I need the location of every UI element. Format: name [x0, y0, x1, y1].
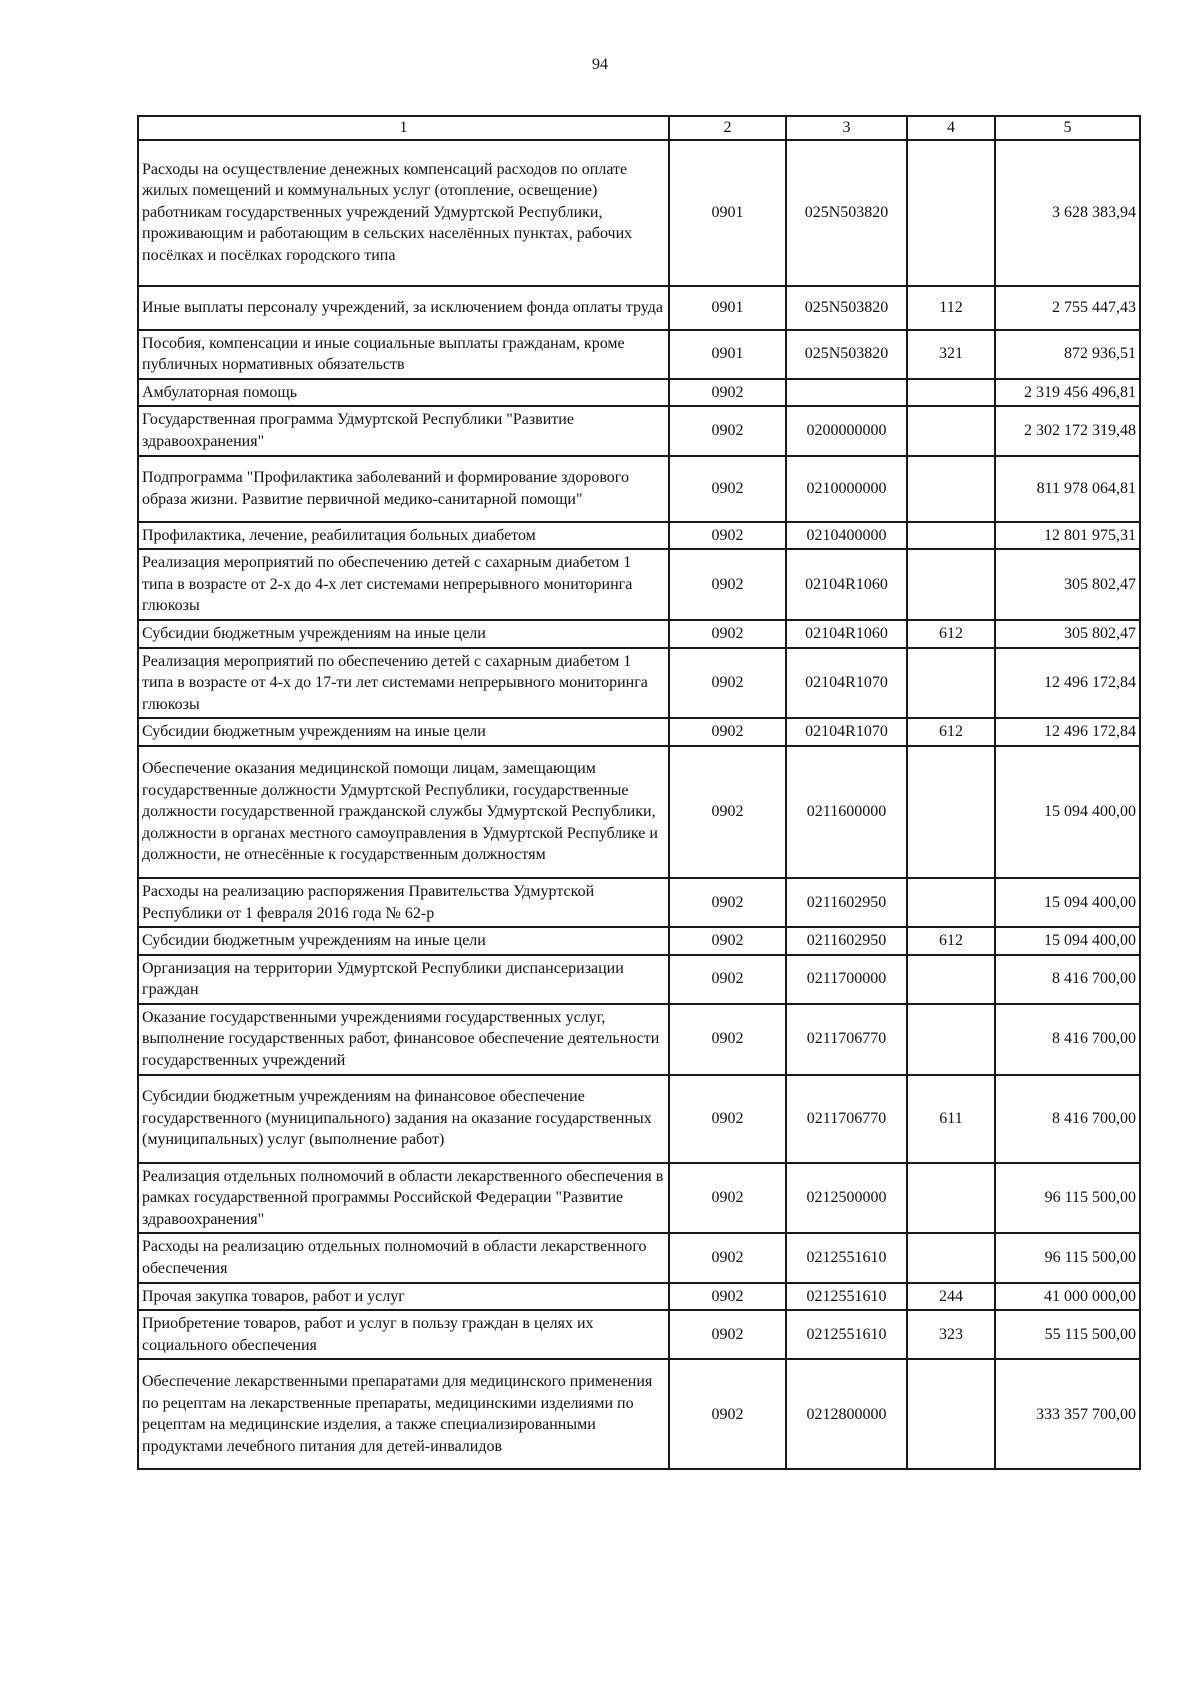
- row-target-article: 025N503820: [786, 330, 907, 379]
- row-name: Субсидии бюджетным учреждениям на иные цели: [138, 620, 669, 648]
- row-target-article: [786, 379, 907, 407]
- row-name: Обеспечение лекарственными препаратами для медицинского применения по рецептам на лекарственные препараты, медицинскими изделиями по рецептам на медицинские изделия, а также специализированными продуктами лечебного питания для детей-инвалидов: [138, 1359, 669, 1469]
- table-row: [138, 1233, 1140, 1282]
- row-expense-type: 321: [907, 330, 995, 379]
- table-row: [138, 456, 1140, 522]
- row-section-code: 0902: [669, 1310, 786, 1359]
- row-amount: 2 302 172 319,48: [995, 406, 1140, 455]
- row-expense-type: [907, 140, 995, 286]
- row-expense-type: [907, 1004, 995, 1075]
- table-row: [138, 1163, 1140, 1234]
- row-name: Подпрограмма "Профилактика заболеваний и формирование здорового образа жизни. Развитие первичной медико-санитарной помощи": [138, 456, 669, 522]
- row-amount: 15 094 400,00: [995, 878, 1140, 927]
- header-row: [138, 116, 1140, 140]
- row-amount: 333 357 700,00: [995, 1359, 1140, 1469]
- row-amount: 96 115 500,00: [995, 1233, 1140, 1282]
- row-name: Обеспечение оказания медицинской помощи лицам, замещающим государственные должности Удмуртской Республики, государственные должности государственной гражданской службы Удмуртской Республики, должности в органах местного самоуправления в Удмуртской Республике и должности, не отнесённые к государственным должностям: [138, 746, 669, 878]
- table-body: [138, 140, 1140, 1470]
- row-expense-type: [907, 379, 995, 407]
- col-header-4: 4: [907, 116, 995, 140]
- row-expense-type: 323: [907, 1310, 995, 1359]
- row-section-code: 0902: [669, 1359, 786, 1469]
- page-number: 94: [592, 56, 608, 73]
- row-target-article: 0212551610: [786, 1310, 907, 1359]
- table-row: [138, 927, 1140, 955]
- row-target-article: 025N503820: [786, 286, 907, 330]
- row-name: Расходы на реализацию распоряжения Правительства Удмуртской Республики от 1 февраля 2016 года № 62-р: [138, 878, 669, 927]
- col-header-1: 1: [138, 116, 669, 140]
- row-name: Расходы на осуществление денежных компенсаций расходов по оплате жилых помещений и коммунальных услуг (отопление, освещение) работникам государственных учреждений Удмуртской Республики, проживающим и работающим в сельских населённых пунктах, рабочих посёлках и посёлках городского типа: [138, 140, 669, 286]
- row-target-article: 0212551610: [786, 1233, 907, 1282]
- table-row: [138, 1004, 1140, 1075]
- row-target-article: 0212500000: [786, 1163, 907, 1234]
- row-section-code: 0902: [669, 1233, 786, 1282]
- row-name: Иные выплаты персоналу учреждений, за исключением фонда оплаты труда: [138, 286, 669, 330]
- row-amount: 8 416 700,00: [995, 1004, 1140, 1075]
- row-amount: 12 496 172,84: [995, 718, 1140, 746]
- row-expense-type: [907, 746, 995, 878]
- row-amount: 15 094 400,00: [995, 746, 1140, 878]
- col-header-2: 2: [669, 116, 786, 140]
- row-section-code: 0902: [669, 549, 786, 620]
- row-name: Субсидии бюджетным учреждениям на иные цели: [138, 927, 669, 955]
- row-section-code: 0902: [669, 878, 786, 927]
- row-amount: 8 416 700,00: [995, 1075, 1140, 1163]
- row-name: Субсидии бюджетным учреждениям на финансовое обеспечение государственного (муниципального) задания на оказание государственных (муниципальных) услуг (выполнение работ): [138, 1075, 669, 1163]
- row-amount: 55 115 500,00: [995, 1310, 1140, 1359]
- row-name: Расходы на реализацию отдельных полномочий в области лекарственного обеспечения: [138, 1233, 669, 1282]
- table-row: [138, 379, 1140, 407]
- table-row: [138, 140, 1140, 286]
- row-section-code: 0901: [669, 330, 786, 379]
- row-name: Оказание государственными учреждениями государственных услуг, выполнение государственных работ, финансовое обеспечение деятельности государственных учреждений: [138, 1004, 669, 1075]
- table-row: [138, 549, 1140, 620]
- row-section-code: 0902: [669, 648, 786, 719]
- row-expense-type: 244: [907, 1283, 995, 1311]
- col-header-3: 3: [786, 116, 907, 140]
- row-expense-type: [907, 549, 995, 620]
- row-target-article: 02104R1070: [786, 648, 907, 719]
- row-section-code: 0901: [669, 140, 786, 286]
- row-expense-type: 612: [907, 620, 995, 648]
- row-section-code: 0902: [669, 406, 786, 455]
- row-name: Прочая закупка товаров, работ и услуг: [138, 1283, 669, 1311]
- row-amount: 12 496 172,84: [995, 648, 1140, 719]
- table-row: [138, 648, 1140, 719]
- row-section-code: 0902: [669, 1283, 786, 1311]
- row-amount: 12 801 975,31: [995, 522, 1140, 550]
- row-amount: 305 802,47: [995, 620, 1140, 648]
- budget-table: [137, 115, 1141, 1470]
- row-section-code: 0901: [669, 286, 786, 330]
- row-target-article: 0200000000: [786, 406, 907, 455]
- row-name: Реализация мероприятий по обеспечению детей с сахарным диабетом 1 типа в возрасте от 2-х до 4-х лет системами непрерывного мониторинга глюкозы: [138, 549, 669, 620]
- table-row: [138, 286, 1140, 330]
- row-expense-type: [907, 1359, 995, 1469]
- row-amount: 15 094 400,00: [995, 927, 1140, 955]
- row-target-article: 0212800000: [786, 1359, 907, 1469]
- table-row: [138, 955, 1140, 1004]
- row-expense-type: 612: [907, 718, 995, 746]
- row-expense-type: [907, 955, 995, 1004]
- col-header-5: 5: [995, 116, 1140, 140]
- row-amount: 305 802,47: [995, 549, 1140, 620]
- row-section-code: 0902: [669, 718, 786, 746]
- row-name: Государственная программа Удмуртской Республики "Развитие здравоохранения": [138, 406, 669, 455]
- table-row: [138, 1359, 1140, 1469]
- row-target-article: 02104R1060: [786, 549, 907, 620]
- row-expense-type: [907, 456, 995, 522]
- table-row: [138, 522, 1140, 550]
- row-name: Профилактика, лечение, реабилитация больных диабетом: [138, 522, 669, 550]
- row-section-code: 0902: [669, 1004, 786, 1075]
- row-section-code: 0902: [669, 456, 786, 522]
- row-section-code: 0902: [669, 1075, 786, 1163]
- row-expense-type: [907, 522, 995, 550]
- table-row: [138, 878, 1140, 927]
- row-expense-type: 611: [907, 1075, 995, 1163]
- table-row: [138, 746, 1140, 878]
- row-expense-type: 612: [907, 927, 995, 955]
- table-row: [138, 1310, 1140, 1359]
- row-name: Пособия, компенсации и иные социальные выплаты гражданам, кроме публичных нормативных обязательств: [138, 330, 669, 379]
- row-target-article: 0211600000: [786, 746, 907, 878]
- row-expense-type: 112: [907, 286, 995, 330]
- table-row: [138, 620, 1140, 648]
- row-expense-type: [907, 1163, 995, 1234]
- row-amount: 2 319 456 496,81: [995, 379, 1140, 407]
- row-name: Амбулаторная помощь: [138, 379, 669, 407]
- row-target-article: 0212551610: [786, 1283, 907, 1311]
- row-target-article: 025N503820: [786, 140, 907, 286]
- row-amount: 3 628 383,94: [995, 140, 1140, 286]
- table-row: [138, 718, 1140, 746]
- row-expense-type: [907, 878, 995, 927]
- row-name: Субсидии бюджетным учреждениям на иные цели: [138, 718, 669, 746]
- table-row: [138, 406, 1140, 455]
- row-section-code: 0902: [669, 746, 786, 878]
- row-target-article: 0211706770: [786, 1004, 907, 1075]
- row-target-article: 0211706770: [786, 1075, 907, 1163]
- row-expense-type: [907, 648, 995, 719]
- row-name: Приобретение товаров, работ и услуг в пользу граждан в целях их социального обеспечения: [138, 1310, 669, 1359]
- row-name: Реализация отдельных полномочий в области лекарственного обеспечения в рамках государственной программы Российской Федерации "Развитие здравоохранения": [138, 1163, 669, 1234]
- row-name: Реализация мероприятий по обеспечению детей с сахарным диабетом 1 типа в возрасте от 4-х до 17-ти лет системами непрерывного мониторинга глюкозы: [138, 648, 669, 719]
- row-expense-type: [907, 1233, 995, 1282]
- row-target-article: 0211700000: [786, 955, 907, 1004]
- row-target-article: 0210400000: [786, 522, 907, 550]
- row-amount: 872 936,51: [995, 330, 1140, 379]
- row-expense-type: [907, 406, 995, 455]
- row-amount: 2 755 447,43: [995, 286, 1140, 330]
- row-target-article: 0211602950: [786, 927, 907, 955]
- table-row: [138, 1283, 1140, 1311]
- row-target-article: 02104R1070: [786, 718, 907, 746]
- row-target-article: 02104R1060: [786, 620, 907, 648]
- table-row: [138, 330, 1140, 379]
- row-section-code: 0902: [669, 955, 786, 1004]
- row-name: Организация на территории Удмуртской Республики диспансеризации граждан: [138, 955, 669, 1004]
- row-section-code: 0902: [669, 927, 786, 955]
- row-amount: 41 000 000,00: [995, 1283, 1140, 1311]
- row-section-code: 0902: [669, 522, 786, 550]
- table-header: [138, 116, 1140, 140]
- row-target-article: 0210000000: [786, 456, 907, 522]
- row-section-code: 0902: [669, 379, 786, 407]
- row-target-article: 0211602950: [786, 878, 907, 927]
- row-section-code: 0902: [669, 620, 786, 648]
- row-amount: 96 115 500,00: [995, 1163, 1140, 1234]
- table-row: [138, 1075, 1140, 1163]
- row-amount: 811 978 064,81: [995, 456, 1140, 522]
- row-amount: 8 416 700,00: [995, 955, 1140, 1004]
- row-section-code: 0902: [669, 1163, 786, 1234]
